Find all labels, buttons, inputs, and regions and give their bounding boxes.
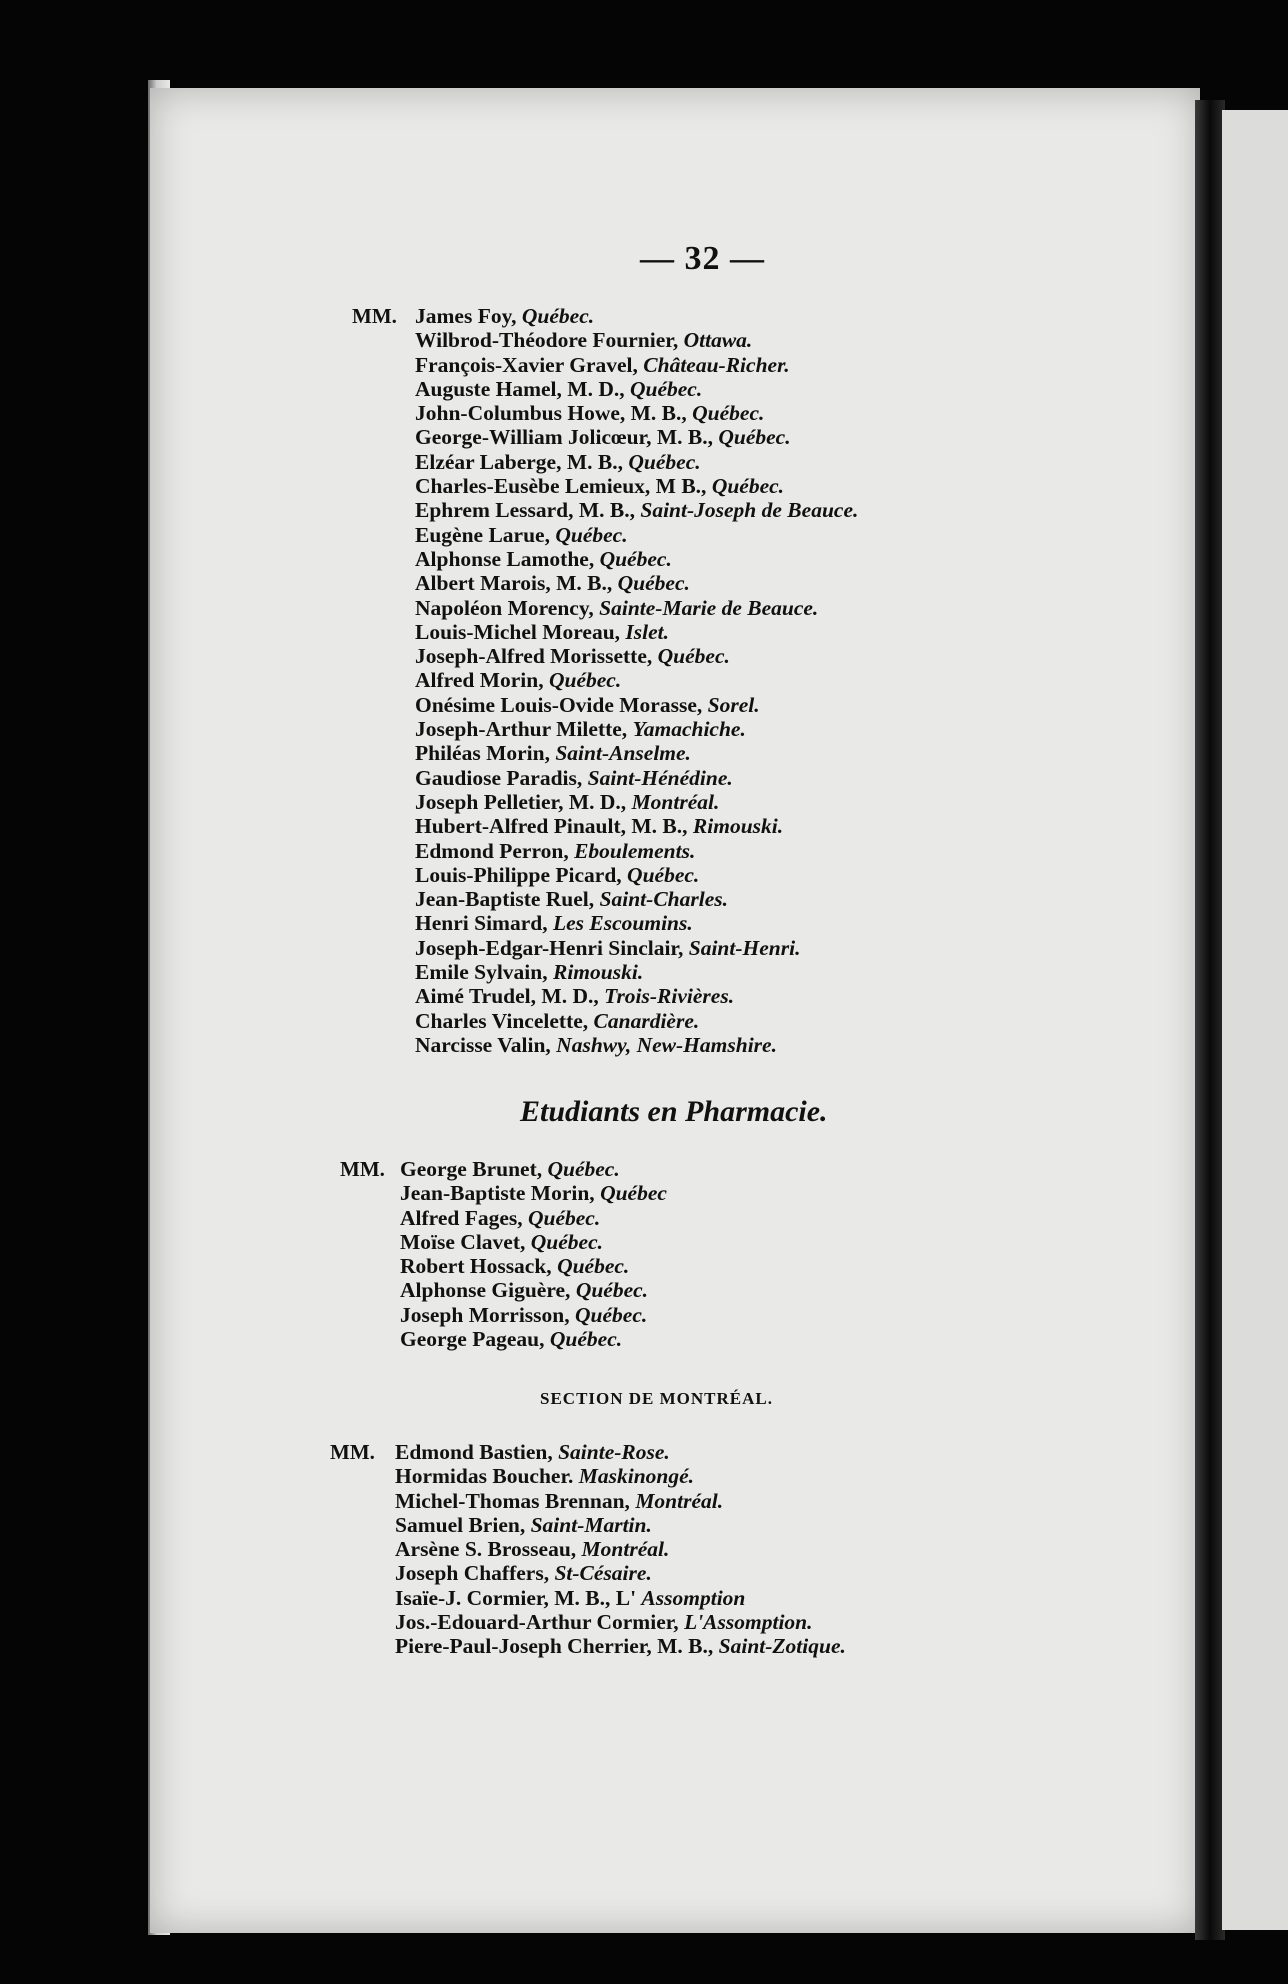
entry-name: Joseph-Arthur Milette,	[415, 717, 628, 742]
entry-location: Sorel.	[707, 692, 760, 717]
entry-name: Joseph Morrisson,	[400, 1302, 570, 1327]
entry-location: Québec.	[718, 425, 791, 450]
list-entry	[415, 523, 858, 547]
entry-name: Robert Hossack,	[400, 1254, 552, 1279]
entry-location: Québec.	[530, 1229, 604, 1254]
entry-location: St-Césaire.	[554, 1561, 652, 1586]
entry-location: Québec.	[521, 304, 595, 328]
list-entry	[415, 571, 858, 595]
list-entry	[415, 328, 858, 352]
entry-name: Henri Simard,	[415, 911, 548, 936]
entry-location: Saint-Joseph de Beauce.	[640, 498, 859, 523]
entry-name: Alphonse Giguère,	[400, 1278, 571, 1303]
list-entry	[415, 1009, 858, 1033]
list-entry	[415, 353, 858, 377]
entry-name: Joseph-Alfred Morissette,	[415, 644, 653, 669]
entry-location: Québec.	[549, 1327, 623, 1352]
section2-prefix: MM.	[340, 1157, 385, 1181]
list-entry	[415, 693, 858, 717]
list-entry	[400, 1206, 667, 1230]
entry-name: Alfred Fages,	[400, 1205, 523, 1230]
entry-location: Rimouski.	[552, 960, 644, 985]
entry-location: Ottawa.	[683, 328, 753, 353]
entry-name: Jos.-Edouard-Arthur Cormier,	[395, 1610, 679, 1635]
list-entry	[415, 620, 858, 644]
entry-name: Elzéar Laberge, M. B.,	[415, 449, 623, 474]
entry-location: Québec.	[547, 1157, 620, 1181]
entry-name: Joseph-Edgar-Henri Sinclair,	[415, 935, 684, 960]
list-entry	[415, 717, 858, 741]
list-entry	[395, 1513, 846, 1537]
entry-location: Québec.	[548, 668, 622, 693]
entry-location: Assomption	[641, 1585, 746, 1610]
entry-location: Québec.	[617, 571, 690, 596]
entry-location: Château-Richer.	[643, 352, 790, 377]
list-entry	[415, 911, 858, 935]
list-entry	[400, 1157, 667, 1181]
list-entry	[395, 1440, 846, 1464]
entry-location: Montréal.	[631, 789, 720, 814]
list-entry	[415, 450, 858, 474]
entry-location: Eboulements.	[574, 838, 696, 863]
entry-name: Ephrem Lessard, M. B.,	[415, 498, 635, 523]
entry-name: Edmond Bastien,	[395, 1440, 553, 1464]
list-entry	[395, 1586, 846, 1610]
entry-location: Saint-Anselme.	[555, 741, 691, 766]
entry-location: Québec	[600, 1181, 667, 1206]
section1-prefix: MM.	[352, 304, 397, 328]
entry-name: Jean-Baptiste Morin,	[400, 1181, 595, 1206]
entry-name: Joseph Chaffers,	[395, 1561, 550, 1586]
list-entry	[415, 839, 858, 863]
entry-name: Onésime Louis-Ovide Morasse,	[415, 692, 703, 717]
entry-location: Québec.	[627, 862, 700, 887]
section3-list	[395, 1440, 846, 1659]
entry-name: Piere-Paul-Joseph Cherrier, M. B.,	[395, 1634, 714, 1659]
entry-name: Joseph Pelletier, M. D.,	[415, 789, 627, 814]
entry-name: Edmond Perron,	[415, 838, 569, 863]
list-entry	[415, 790, 858, 814]
list-entry	[395, 1634, 846, 1658]
book-gutter	[1195, 100, 1225, 1940]
entry-location: Québec.	[628, 449, 701, 474]
entry-location: Sainte-Marie de Beauce.	[599, 595, 819, 620]
entry-name: Emile Sylvain,	[415, 960, 548, 985]
entry-location: Québec.	[711, 474, 785, 499]
entry-name: Philéas Morin,	[415, 741, 550, 766]
entry-name: Napoléon Morency,	[415, 595, 594, 620]
entry-name: Arsène S. Brosseau,	[395, 1537, 577, 1562]
entry-name: Jean-Baptiste Ruel,	[415, 887, 595, 912]
entry-location: Québec.	[575, 1278, 649, 1303]
entry-location: Les Escoumins.	[552, 911, 693, 936]
list-entry	[395, 1537, 846, 1561]
entry-location: Montréal.	[581, 1537, 670, 1562]
entry-name: Charles Vincelette,	[415, 1008, 589, 1033]
entry-name: Louis-Philippe Picard,	[415, 862, 622, 887]
entry-location: Québec.	[575, 1302, 648, 1327]
list-entry	[415, 547, 858, 571]
list-entry	[400, 1230, 667, 1254]
entry-name: Charles-Eusèbe Lemieux, M B.,	[415, 474, 707, 499]
list-entry	[400, 1181, 667, 1205]
section1-list	[415, 304, 858, 1057]
entry-location: L'Assomption.	[684, 1610, 813, 1635]
list-entry	[400, 1303, 667, 1327]
entry-location: Québec.	[527, 1205, 601, 1230]
list-entry	[395, 1489, 846, 1513]
entry-name: Samuel Brien,	[395, 1512, 526, 1537]
list-entry	[400, 1278, 667, 1302]
entry-name: Narcisse Valin,	[415, 1032, 551, 1057]
entry-location: Saint-Zotique.	[718, 1634, 846, 1659]
list-entry	[400, 1327, 667, 1351]
entry-name: Auguste Hamel, M. D.,	[415, 376, 625, 401]
page-number: — 32 —	[640, 240, 765, 277]
entry-name: Hubert-Alfred Pinault, M. B.,	[415, 814, 688, 839]
entry-location: Nashwy, New-Hamshire.	[556, 1032, 777, 1057]
list-entry	[415, 304, 858, 328]
list-entry	[415, 814, 858, 838]
facing-page-edge	[1222, 110, 1288, 1930]
list-entry	[415, 766, 858, 790]
entry-name: Eugène Larue,	[415, 522, 550, 547]
section3-prefix: MM.	[330, 1440, 375, 1464]
entry-location: Québec.	[692, 401, 765, 426]
entry-name: Hormidas Boucher.	[395, 1464, 574, 1489]
entry-name: Gaudiose Paradis,	[415, 765, 583, 790]
list-entry	[415, 960, 858, 984]
entry-location: Rimouski.	[692, 814, 784, 839]
entry-location: Sainte-Rose.	[558, 1440, 670, 1464]
entry-location: Québec.	[557, 1254, 630, 1279]
entry-name: Alfred Morin,	[415, 668, 544, 693]
entry-name: Wilbrod-Théodore Fournier,	[415, 328, 679, 353]
list-entry	[415, 863, 858, 887]
entry-name: François-Xavier Gravel,	[415, 352, 638, 377]
entry-location: Islet.	[625, 619, 670, 644]
entry-name: Aimé Trudel, M. D.,	[415, 984, 599, 1009]
list-entry	[395, 1610, 846, 1634]
list-entry	[415, 984, 858, 1008]
list-entry	[415, 887, 858, 911]
heading-montreal: SECTION DE MONTRÉAL.	[540, 1389, 774, 1408]
entry-location: Québec.	[629, 376, 703, 401]
entry-name: Louis-Michel Moreau,	[415, 619, 621, 644]
entry-name: Isaïe-J. Cormier, M. B., L'	[395, 1585, 637, 1610]
list-entry	[415, 668, 858, 692]
entry-name: George Pageau,	[400, 1327, 545, 1352]
entry-location: Maskinongé.	[578, 1464, 695, 1489]
entry-name: Michel-Thomas Brennan,	[395, 1488, 630, 1513]
entry-location: Saint-Henri.	[688, 935, 801, 960]
entry-location: Saint-Hénédine.	[587, 765, 733, 790]
list-entry	[415, 377, 858, 401]
entry-name: Albert Marois, M. B.,	[415, 571, 613, 596]
list-entry	[415, 425, 858, 449]
entry-location: Québec.	[599, 546, 672, 571]
entry-name: Alphonse Lamothe,	[415, 546, 595, 571]
list-entry	[415, 1033, 858, 1057]
list-entry	[415, 644, 858, 668]
entry-location: Québec.	[657, 644, 730, 669]
entry-name: George-William Jolicœur, M. B.,	[415, 425, 713, 450]
entry-name: John-Columbus Howe, M. B.,	[415, 401, 687, 426]
entry-location: Yamachiche.	[632, 717, 746, 742]
entry-location: Québec.	[555, 522, 628, 547]
list-entry	[395, 1464, 846, 1488]
list-entry	[415, 474, 858, 498]
entry-location: Montréal.	[635, 1488, 724, 1513]
list-entry	[415, 498, 858, 522]
entry-name: Moïse Clavet,	[400, 1229, 526, 1254]
list-entry	[415, 741, 858, 765]
entry-name: George Brunet,	[400, 1157, 543, 1181]
list-entry	[415, 936, 858, 960]
entry-location: Trois-Rivières.	[604, 984, 735, 1009]
list-entry	[395, 1561, 846, 1585]
entry-location: Saint-Martin.	[530, 1512, 652, 1537]
entry-location: Canardière.	[593, 1008, 700, 1033]
list-entry	[400, 1254, 667, 1278]
list-entry	[415, 596, 858, 620]
section2-list	[400, 1157, 667, 1351]
entry-location: Saint-Charles.	[599, 887, 728, 912]
heading-pharmacie: Etudiants en Pharmacie.	[520, 1095, 828, 1128]
entry-name: James Foy,	[415, 304, 517, 328]
list-entry	[415, 401, 858, 425]
